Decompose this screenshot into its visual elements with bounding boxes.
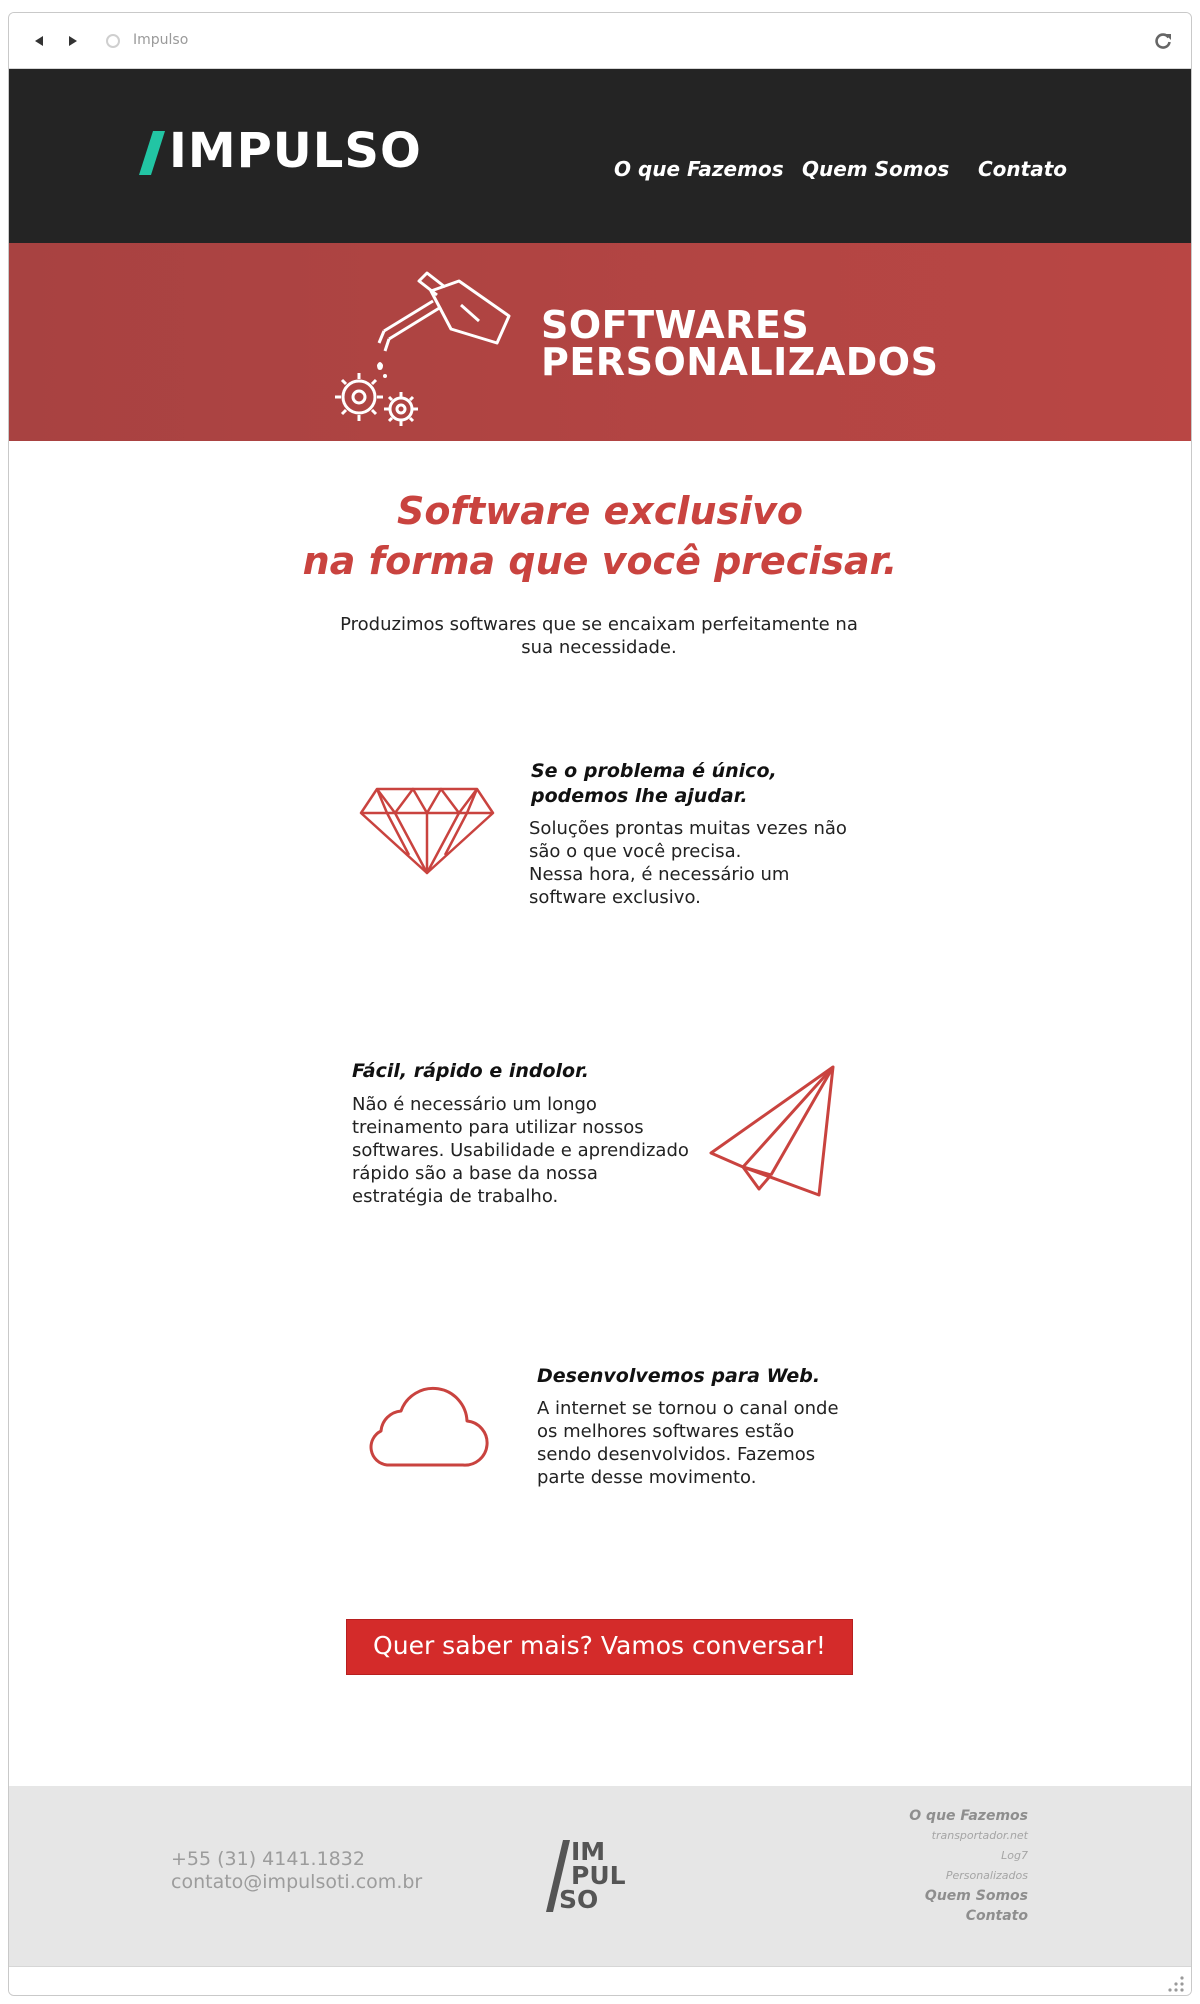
browser-window [8,12,1192,1996]
feature-1-body-line1: Soluções prontas muitas vezes não [529,818,847,839]
feature-3-body-line3: sendo desenvolvidos. Fazemos [537,1444,816,1465]
feature-2-body-line5: estratégia de trabalho. [352,1186,559,1207]
intro-text: Produzimos softwares que se encaixam perfeitamente na sua necessidade. [340,614,858,658]
site-header [9,69,1191,243]
feature-2-body-line4: rápido são a base da nossa [352,1163,598,1184]
back-arrow-icon [31,33,47,49]
site-footer [9,1786,1191,1966]
feature-1-title-line1: Se o problema é único, [531,760,777,782]
footer-links [909,1806,1028,1926]
reload-icon [1153,31,1173,51]
footer-link-transportador[interactable]: transportador.net [931,1829,1028,1842]
tab-title: Impulso [133,32,189,48]
footer-link-o-que-fazemos[interactable]: O que Fazemos [909,1808,1028,1824]
forward-arrow-icon [65,33,81,49]
browser-toolbar [9,13,1191,69]
paper-plane-icon [707,1063,839,1203]
feature-1-body-line2: são o que você precisa. [529,841,742,862]
headline-line1: Software exclusivo [396,489,804,533]
oil-can-gears-icon [319,261,519,431]
logo-text: IMPULSO [169,123,422,179]
feature-2-title: Fácil, rápido e indolor. [352,1060,589,1082]
feature-1-body-line4: software exclusivo. [529,887,701,908]
feature-1-title [531,759,777,809]
feature-2-body-line3: softwares. Usabilidade e aprendizado [352,1140,689,1161]
nav-o-que-fazemos[interactable]: O que Fazemos [614,157,784,181]
feature-1-body-line3: Nessa hora, é necessário um [529,864,790,885]
footer-logo-line2: PUL [571,1861,626,1890]
cloud-icon [359,1375,491,1469]
footer-phone: +55 (31) 4141.1832 [171,1848,365,1870]
footer-contact [171,1848,422,1894]
logo-slash-icon [137,129,167,177]
feature-2-body-line2: treinamento para utilizar nossos [352,1117,644,1138]
hero-title-line2: PERSONALIZADOS [541,340,939,384]
hero-title-line1: SOFTWARES [541,303,810,347]
footer-link-contato[interactable]: Contato [965,1908,1028,1924]
reload-button[interactable] [1153,31,1173,51]
feature-3-body-line4: parte desse movimento. [537,1467,757,1488]
footer-link-log7[interactable]: Log7 [1001,1849,1028,1862]
feature-2-body [352,1093,689,1208]
feature-2-body-line1: Não é necessário um longo [352,1094,597,1115]
contact-cta-button[interactable]: Quer saber mais? Vamos conversar! [346,1619,853,1675]
feature-3-body [537,1397,839,1489]
browser-statusbar [9,1966,1191,1996]
diamond-icon [357,785,497,877]
feature-3-title: Desenvolvemos para Web. [537,1365,821,1387]
footer-logo-line3: SO [559,1885,599,1914]
loading-spinner-icon [106,34,120,48]
nav-quem-somos[interactable]: Quem Somos [802,157,950,181]
nav-contato[interactable]: Contato [978,157,1068,181]
feature-1-title-line2: podemos lhe ajudar. [531,785,748,807]
hero-banner [9,243,1191,441]
feature-3-body-line1: A internet se tornou o canal onde [537,1398,839,1419]
hero-title [541,303,939,384]
footer-email[interactable]: contato@impulsoti.com.br [171,1871,423,1893]
back-button[interactable] [31,33,47,49]
resize-grip-icon[interactable] [1167,1975,1185,1993]
footer-logo[interactable] [545,1836,645,1916]
feature-3-body-line2: os melhores softwares estão [537,1421,795,1442]
forward-button[interactable] [65,33,81,49]
footer-link-personalizados[interactable]: Personalizados [945,1869,1028,1882]
footer-link-quem-somos[interactable]: Quem Somos [924,1888,1028,1904]
headline-line2: na forma que você precisar. [302,539,898,583]
feature-1-body [529,817,847,909]
footer-logo-line1: IM [571,1837,606,1866]
